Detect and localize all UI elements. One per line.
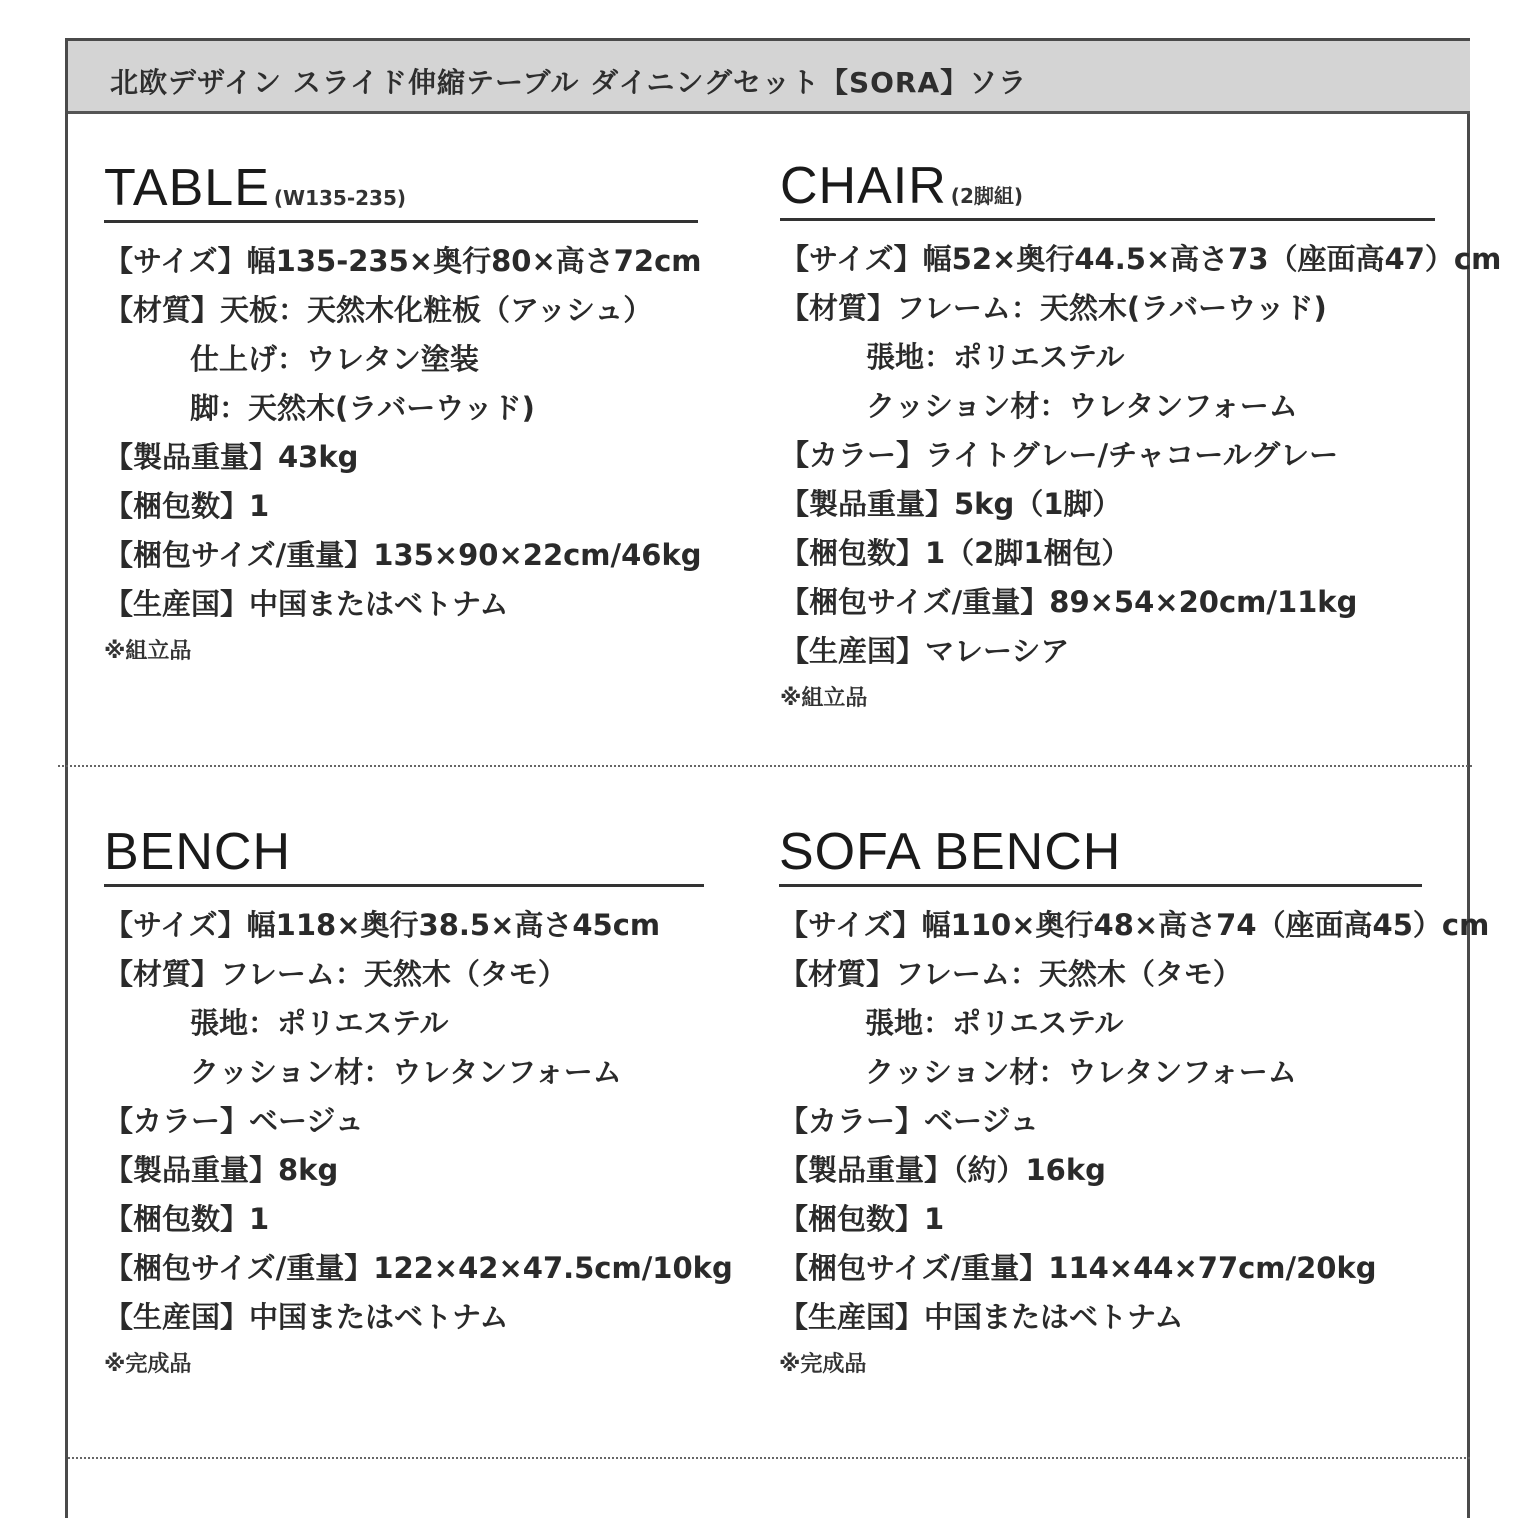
spec-package-count: 【梱包数】1 <box>779 1202 945 1236</box>
section-heading <box>780 156 1435 216</box>
section-chair <box>780 156 1502 722</box>
spec-list <box>104 237 702 675</box>
section-rule <box>104 884 704 887</box>
spec-color: 【カラー】ライトグレー/チャコールグレー <box>780 438 1339 472</box>
spec-material-cushion: クッション材：ウレタンフォーム <box>190 1055 622 1089</box>
section-title: TABLE <box>104 159 270 217</box>
spec-list <box>104 901 733 1388</box>
section-rule <box>104 220 698 223</box>
spec-material: 【材質】フレーム：天然木（タモ） <box>104 957 567 991</box>
spec-weight: 【製品重量】43kg <box>104 440 359 474</box>
spec-material: 【材質】天板：天然木化粧板（アッシュ） <box>104 293 653 327</box>
spec-material-legs: 脚：天然木(ラバーウッド) <box>190 391 535 425</box>
spec-weight: 【製品重量】5kg（1脚） <box>780 487 1122 521</box>
spec-color: 【カラー】ベージュ <box>779 1104 1039 1138</box>
spec-size: 【サイズ】幅110×奥行48×高さ74（座面高45）cm <box>779 908 1490 942</box>
assembly-note: ※組立品 <box>104 639 192 664</box>
section-divider <box>68 1457 1470 1459</box>
section-sofa-bench <box>779 822 1490 1388</box>
spec-weight: 【製品重量】（約）16kg <box>779 1153 1106 1187</box>
spec-material-finish: 仕上げ：ウレタン塗装 <box>190 342 479 376</box>
section-title: BENCH <box>104 823 292 881</box>
spec-origin: 【生産国】中国またはベトナム <box>104 587 509 621</box>
section-heading <box>779 822 1422 882</box>
section-heading <box>104 822 704 882</box>
section-rule <box>780 218 1435 221</box>
spec-list <box>780 235 1502 722</box>
spec-package-size: 【梱包サイズ/重量】122×42×47.5cm/10kg <box>104 1251 733 1285</box>
spec-package-size: 【梱包サイズ/重量】135×90×22cm/46kg <box>104 538 702 572</box>
spec-color: 【カラー】ベージュ <box>104 1104 364 1138</box>
spec-package-count: 【梱包数】1 <box>104 1202 270 1236</box>
section-table <box>104 158 702 675</box>
section-heading <box>104 158 698 218</box>
spec-size: 【サイズ】幅118×奥行38.5×高さ45cm <box>104 908 661 942</box>
spec-material: 【材質】フレーム：天然木（タモ） <box>779 957 1242 991</box>
spec-package-count: 【梱包数】1（2脚1梱包） <box>780 536 1131 570</box>
spec-size: 【サイズ】幅52×奥行44.5×高さ73（座面高47）cm <box>780 242 1502 276</box>
spec-material-upholstery: 張地：ポリエステル <box>866 340 1125 374</box>
spec-origin: 【生産国】マレーシア <box>780 634 1070 668</box>
spec-size: 【サイズ】幅135-235×奥行80×高さ72cm <box>104 244 702 278</box>
section-subtitle: (W135-235) <box>273 186 407 210</box>
section-bench <box>104 822 733 1388</box>
section-title: SOFA BENCH <box>779 823 1122 881</box>
spec-package-count: 【梱包数】1 <box>104 489 270 523</box>
spec-material-cushion: クッション材：ウレタンフォーム <box>866 389 1298 423</box>
spec-material-upholstery: 張地：ポリエステル <box>190 1006 449 1040</box>
assembly-note: ※組立品 <box>780 686 868 711</box>
spec-origin: 【生産国】中国またはベトナム <box>104 1300 509 1334</box>
spec-material: 【材質】フレーム：天然木(ラバーウッド) <box>780 291 1327 325</box>
header-bar <box>68 41 1470 114</box>
spec-package-size: 【梱包サイズ/重量】89×54×20cm/11kg <box>780 585 1358 619</box>
spec-package-size: 【梱包サイズ/重量】114×44×77cm/20kg <box>779 1251 1377 1285</box>
section-subtitle: (2脚組) <box>950 184 1023 208</box>
spec-list <box>779 901 1490 1388</box>
page-title: 北欧デザイン スライド伸縮テーブル ダイニングセット【SORA】ソラ <box>110 66 1028 99</box>
section-divider <box>58 765 1472 767</box>
section-title: CHAIR <box>780 157 947 215</box>
spec-weight: 【製品重量】8kg <box>104 1153 339 1187</box>
section-rule <box>779 884 1422 887</box>
spec-material-upholstery: 張地：ポリエステル <box>865 1006 1124 1040</box>
spec-material-cushion: クッション材：ウレタンフォーム <box>865 1055 1297 1089</box>
assembly-note: ※完成品 <box>779 1352 867 1377</box>
spec-origin: 【生産国】中国またはベトナム <box>779 1300 1184 1334</box>
assembly-note: ※完成品 <box>104 1352 192 1377</box>
